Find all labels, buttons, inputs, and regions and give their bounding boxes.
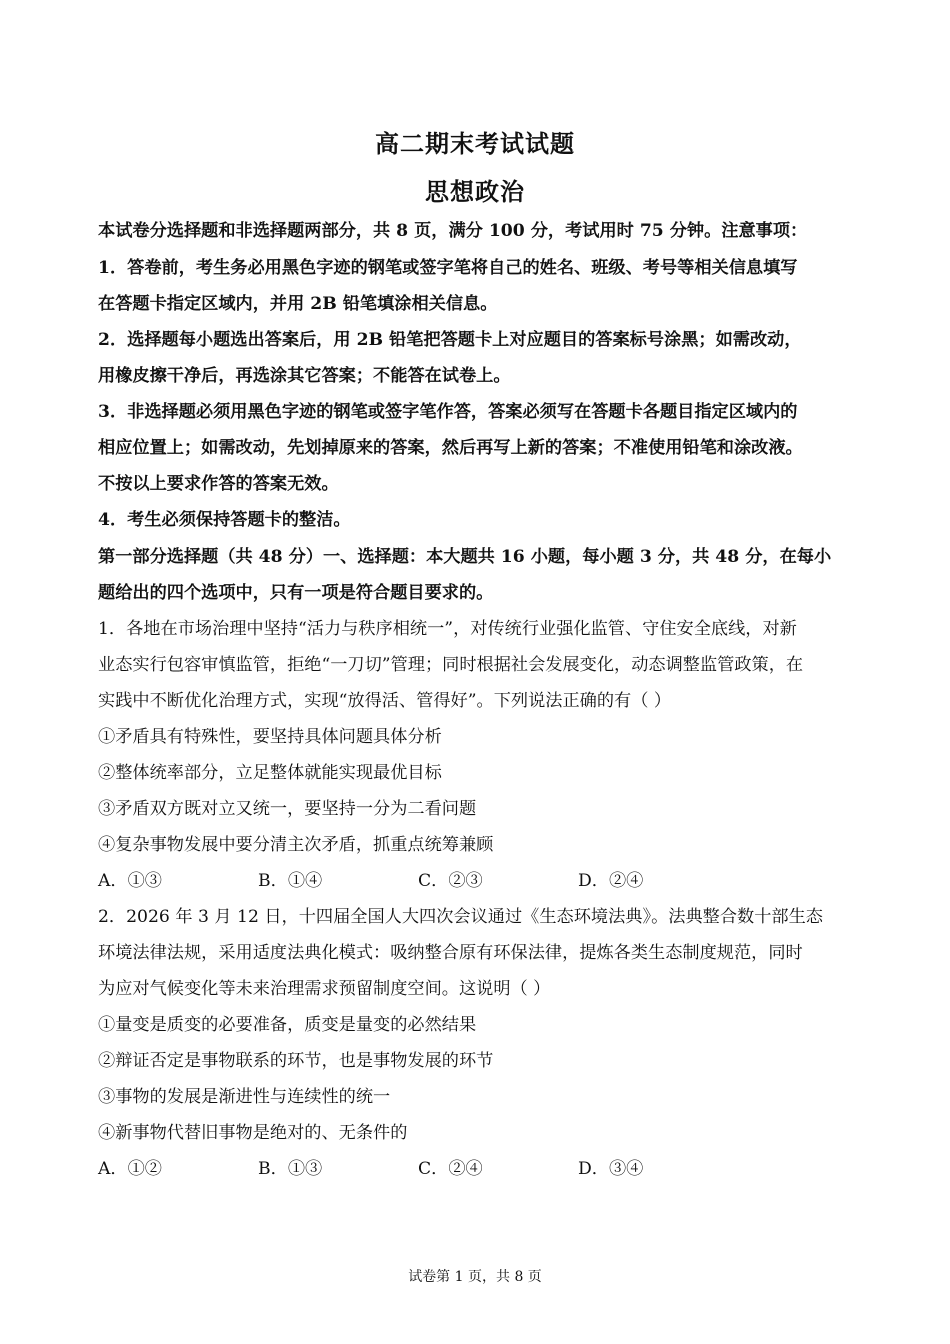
option-c: C．②④ [418, 1159, 483, 1179]
option-b: B．①③ [258, 1159, 323, 1179]
exam-subject: 思想政治 [425, 177, 525, 206]
option-a: A．①② [98, 1159, 162, 1179]
question-2-stem: 2．2026 年 3 月 12 日，十四届全国人大四次会议通过《生态环境法典》。法典整合数十部生态 [98, 907, 823, 927]
option-b: B．①④ [258, 871, 323, 891]
question-1-item: ③矛盾双方既对立又统一，要坚持一分为二看问题 [98, 799, 477, 819]
notice-line: 不按以上要求作答的答案无效。 [98, 474, 339, 494]
notice-line: 1．答卷前，考生务必用黑色字迹的钢笔或签字笔将自己的姓名、班级、考号等相关信息填写 [98, 258, 798, 278]
section-heading: 第一部分选择题（共 48 分）一、选择题：本大题共 16 小题，每小题 3 分，共 48 分，在每小 [98, 547, 832, 567]
notice-line: 相应位置上；如需改动，先划掉原来的答案，然后再写上新的答案；不准使用铅笔和涂改液。 [98, 438, 803, 458]
notice-line: 3．非选择题必须用黑色字迹的钢笔或签字笔作答，答案必须写在答题卡各题目指定区域内的 [98, 402, 798, 422]
option-c: C．②③ [418, 871, 483, 891]
section-heading: 题给出的四个选项中，只有一项是符合题目要求的。 [98, 583, 494, 603]
notice-line: 本试卷分选择题和非选择题两部分，共 8 页，满分 100 分，考试用时 75 分钟。注意事项： [98, 221, 808, 241]
option-a: A．①③ [98, 871, 162, 891]
option-d: D．②④ [578, 871, 644, 891]
notice-line: 4．考生必须保持答题卡的整洁。 [98, 510, 351, 530]
exam-title: 高二期末考试试题 [375, 129, 575, 158]
question-2-item: ①量变是质变的必要准备，质变是量变的必然结果 [98, 1015, 477, 1035]
page-footer: 试卷第 1 页，共 8 页 [408, 1269, 542, 1285]
question-2-stem: 为应对气候变化等未来治理需求预留制度空间。这说明（ ） [98, 979, 551, 999]
option-d: D．③④ [578, 1159, 644, 1179]
notice-line: 在答题卡指定区域内，并用 2B 铅笔填涂相关信息。 [98, 294, 498, 314]
question-1-stem: 实践中不断优化治理方式，实现“放得活、管得好”。下列说法正确的有（ ） [98, 691, 672, 711]
question-2-item: ③事物的发展是渐进性与连续性的统一 [98, 1087, 391, 1107]
question-1-stem: 业态实行包容审慎监管，拒绝“一刀切”管理；同时根据社会发展变化，动态调整监管政策，在 [98, 655, 804, 675]
question-2-stem: 环境法律法规，采用适度法典化模式：吸纳整合原有环保法律，提炼各类生态制度规范，同时 [98, 943, 803, 963]
notice-line: 用橡皮擦干净后，再选涂其它答案；不能答在试卷上。 [98, 366, 511, 386]
question-1-item: ④复杂事物发展中要分清主次矛盾，抓重点统筹兼顾 [98, 835, 494, 855]
question-2-item: ②辩证否定是事物联系的环节，也是事物发展的环节 [98, 1051, 494, 1071]
question-1-item: ②整体统率部分，立足整体就能实现最优目标 [98, 763, 442, 783]
notice-line: 2．选择题每小题选出答案后，用 2B 铅笔把答题卡上对应题目的答案标号涂黑；如需改动， [98, 330, 802, 350]
question-1-stem: 1．各地在市场治理中坚持“活力与秩序相统一”，对传统行业强化监管、守住安全底线，对新 [98, 619, 797, 639]
question-2-item: ④新事物代替旧事物是绝对的、无条件的 [98, 1123, 408, 1143]
question-1-item: ①矛盾具有特殊性，要坚持具体问题具体分析 [98, 727, 442, 747]
